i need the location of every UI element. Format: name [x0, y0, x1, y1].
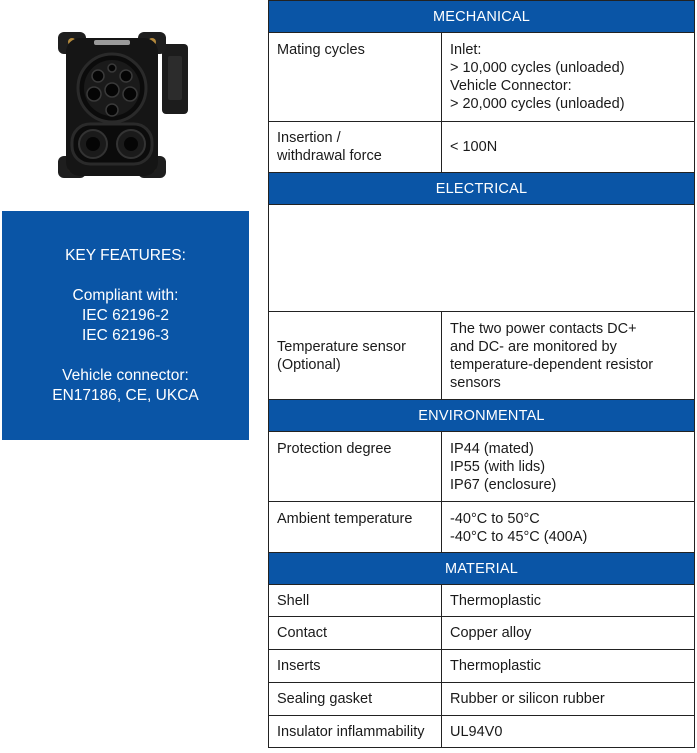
- spec-value: Rubber or silicon rubber: [442, 683, 695, 716]
- vehicle-connector-label: Vehicle connector:: [62, 366, 189, 384]
- table-row: [269, 683, 695, 716]
- standard-item: IEC 62196-2: [81, 306, 170, 324]
- spec-label: Temperature sensor (Optional): [269, 312, 442, 400]
- table-row: [269, 716, 695, 748]
- vehicle-connector-certs: EN17186, CE, UKCA: [52, 386, 199, 404]
- spec-label: Insertion / withdrawal force: [269, 122, 442, 173]
- section-header-material: MATERIAL: [269, 553, 695, 585]
- table-row: [269, 650, 695, 683]
- spec-value: UL94V0: [442, 716, 695, 748]
- spec-label: Ambient temperature: [269, 502, 442, 553]
- spec-label: Sealing gasket: [269, 683, 442, 716]
- table-row: [269, 502, 695, 553]
- table-row: [269, 312, 695, 400]
- spec-value: Thermoplastic: [442, 650, 695, 683]
- spec-label: Inserts: [269, 650, 442, 683]
- table-row-empty: [269, 205, 695, 312]
- spec-value: -40°C to 50°C -40°C to 45°C (400A): [442, 502, 695, 553]
- section-header-mechanical: MECHANICAL: [269, 1, 695, 33]
- standard-item: IEC 62196-3: [81, 326, 170, 344]
- spec-label: Mating cycles: [269, 33, 442, 122]
- spec-value: Copper alloy: [442, 617, 695, 650]
- table-row: [269, 33, 695, 122]
- key-features-heading: KEY FEATURES:: [65, 246, 186, 264]
- spec-value: Inlet: > 10,000 cycles (unloaded) Vehicle Connector: > 20,000 cycles (unloaded): [442, 33, 695, 122]
- spec-label: Contact: [269, 617, 442, 650]
- connector-product-image: [50, 26, 200, 186]
- spec-value: The two power contacts DC+ and DC- are monitored by temperature-dependent resistor sensors: [442, 312, 695, 400]
- section-header-environmental: ENVIRONMENTAL: [269, 400, 695, 432]
- key-features-box: [2, 211, 249, 440]
- table-row: [269, 432, 695, 502]
- table-row: [269, 585, 695, 617]
- spec-label: Insulator inflammability: [269, 716, 442, 748]
- spec-value: < 100N: [442, 122, 695, 173]
- table-row: [269, 122, 695, 173]
- section-header-electrical: ELECTRICAL: [269, 173, 695, 205]
- compliant-label: Compliant with:: [72, 286, 179, 304]
- spec-value: Thermoplastic: [442, 585, 695, 617]
- spec-label: Shell: [269, 585, 442, 617]
- spec-value: IP44 (mated) IP55 (with lids) IP67 (enclosure): [442, 432, 695, 502]
- specification-table: [268, 0, 695, 748]
- spec-label: Protection degree: [269, 432, 442, 502]
- table-row: [269, 617, 695, 650]
